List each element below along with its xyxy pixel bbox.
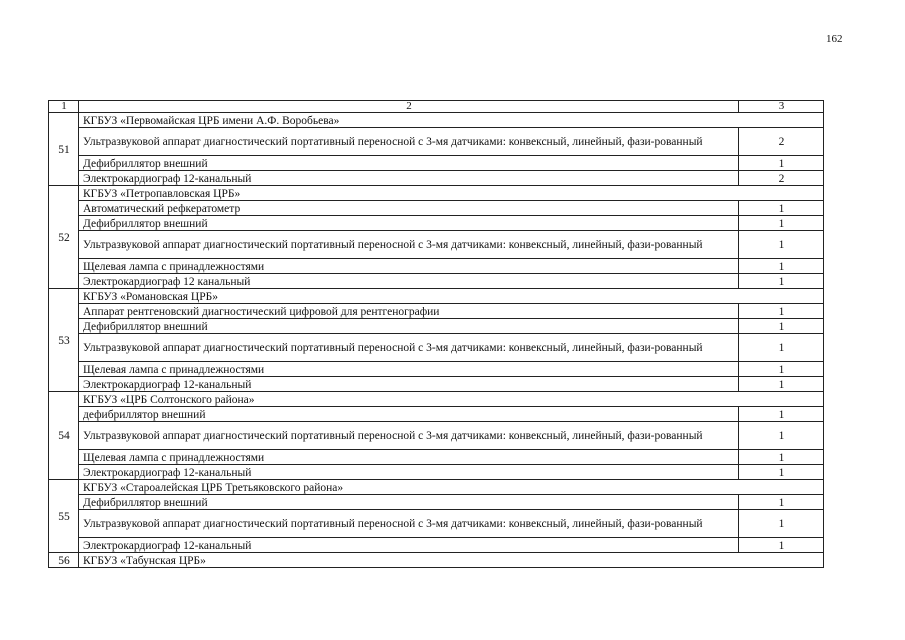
equipment-quantity: 1 bbox=[739, 377, 824, 392]
equipment-row bbox=[49, 274, 824, 289]
page-number: 162 bbox=[826, 33, 843, 45]
equipment-row bbox=[49, 495, 824, 510]
equipment-row bbox=[49, 450, 824, 465]
equipment-quantity: 1 bbox=[739, 334, 824, 362]
equipment-quantity: 2 bbox=[739, 171, 824, 186]
equipment-row bbox=[49, 216, 824, 231]
group-number: 55 bbox=[49, 480, 79, 553]
equipment-name: Электрокардиограф 12-канальный bbox=[79, 377, 739, 392]
equipment-name: Ультразвуковой аппарат диагностический портативный переносной с 3-мя датчиками: конвексный, линейный, фази-рованный bbox=[79, 128, 739, 156]
equipment-quantity: 1 bbox=[739, 407, 824, 422]
header-col-1: 1 bbox=[49, 101, 79, 113]
equipment-quantity: 1 bbox=[739, 216, 824, 231]
equipment-name: Щелевая лампа с принадлежностями bbox=[79, 362, 739, 377]
institution-row bbox=[49, 480, 824, 495]
equipment-name: Щелевая лампа с принадлежностями bbox=[79, 259, 739, 274]
institution-name: КГБУЗ «Романовская ЦРБ» bbox=[79, 289, 824, 304]
equipment-row bbox=[49, 171, 824, 186]
institution-name: КГБУЗ «Первомайская ЦРБ имени А.Ф. Воробьева» bbox=[79, 113, 824, 128]
institution-name: КГБУЗ «Табунская ЦРБ» bbox=[79, 553, 824, 568]
equipment-row bbox=[49, 201, 824, 216]
equipment-quantity: 1 bbox=[739, 319, 824, 334]
institution-row bbox=[49, 553, 824, 568]
equipment-quantity: 1 bbox=[739, 274, 824, 289]
equipment-name: Ультразвуковой аппарат диагностический портативный переносной с 3-мя датчиками: конвексный, линейный, фази-рованный bbox=[79, 334, 739, 362]
equipment-name: Дефибриллятор внешний bbox=[79, 156, 739, 171]
equipment-quantity: 1 bbox=[739, 495, 824, 510]
equipment-quantity: 1 bbox=[739, 422, 824, 450]
institution-row bbox=[49, 392, 824, 407]
equipment-name: Электрокардиограф 12-канальный bbox=[79, 538, 739, 553]
equipment-row bbox=[49, 465, 824, 480]
equipment-row bbox=[49, 407, 824, 422]
equipment-name: Автоматический рефкератометр bbox=[79, 201, 739, 216]
equipment-row bbox=[49, 422, 824, 450]
equipment-name: Ультразвуковой аппарат диагностический портативный переносной с 3-мя датчиками: конвексный, линейный, фази-рованный bbox=[79, 422, 739, 450]
group-number: 51 bbox=[49, 113, 79, 186]
header-col-2: 2 bbox=[79, 101, 739, 113]
equipment-name: Электрокардиограф 12-канальный bbox=[79, 465, 739, 480]
equipment-row bbox=[49, 259, 824, 274]
equipment-row bbox=[49, 510, 824, 538]
equipment-quantity: 2 bbox=[739, 128, 824, 156]
equipment-row bbox=[49, 362, 824, 377]
equipment-table bbox=[48, 100, 824, 568]
table-body bbox=[49, 101, 824, 568]
equipment-name: Электрокардиограф 12 канальный bbox=[79, 274, 739, 289]
equipment-name: Щелевая лампа с принадлежностями bbox=[79, 450, 739, 465]
equipment-row bbox=[49, 231, 824, 259]
equipment-name: Дефибриллятор внешний bbox=[79, 495, 739, 510]
equipment-name: дефибриллятор внешний bbox=[79, 407, 739, 422]
equipment-quantity: 1 bbox=[739, 538, 824, 553]
equipment-quantity: 1 bbox=[739, 510, 824, 538]
equipment-quantity: 1 bbox=[739, 465, 824, 480]
header-col-3: 3 bbox=[739, 101, 824, 113]
equipment-row bbox=[49, 156, 824, 171]
institution-name: КГБУЗ «ЦРБ Солтонского района» bbox=[79, 392, 824, 407]
institution-row bbox=[49, 186, 824, 201]
equipment-row bbox=[49, 538, 824, 553]
group-number: 52 bbox=[49, 186, 79, 289]
equipment-name: Дефибриллятор внешний bbox=[79, 319, 739, 334]
equipment-name: Ультразвуковой аппарат диагностический портативный переносной с 3-мя датчиками: конвексный, линейный, фази-рованный bbox=[79, 510, 739, 538]
table-header-row bbox=[49, 101, 824, 113]
equipment-name: Ультразвуковой аппарат диагностический портативный переносной с 3-мя датчиками: конвексный, линейный, фази-рованный bbox=[79, 231, 739, 259]
equipment-row bbox=[49, 377, 824, 392]
equipment-quantity: 1 bbox=[739, 304, 824, 319]
equipment-name: Аппарат рентгеновский диагностический цифровой для рентгенографии bbox=[79, 304, 739, 319]
equipment-quantity: 1 bbox=[739, 156, 824, 171]
institution-name: КГБУЗ «Староалейская ЦРБ Третьяковского района» bbox=[79, 480, 824, 495]
group-number: 54 bbox=[49, 392, 79, 480]
equipment-row bbox=[49, 334, 824, 362]
equipment-quantity: 1 bbox=[739, 362, 824, 377]
equipment-quantity: 1 bbox=[739, 231, 824, 259]
institution-row bbox=[49, 113, 824, 128]
institution-name: КГБУЗ «Петропавловская ЦРБ» bbox=[79, 186, 824, 201]
equipment-name: Электрокардиограф 12-канальный bbox=[79, 171, 739, 186]
equipment-row bbox=[49, 128, 824, 156]
equipment-row bbox=[49, 304, 824, 319]
equipment-name: Дефибриллятор внешний bbox=[79, 216, 739, 231]
equipment-quantity: 1 bbox=[739, 201, 824, 216]
equipment-row bbox=[49, 319, 824, 334]
group-number: 56 bbox=[49, 553, 79, 568]
equipment-quantity: 1 bbox=[739, 450, 824, 465]
equipment-quantity: 1 bbox=[739, 259, 824, 274]
institution-row bbox=[49, 289, 824, 304]
group-number: 53 bbox=[49, 289, 79, 392]
